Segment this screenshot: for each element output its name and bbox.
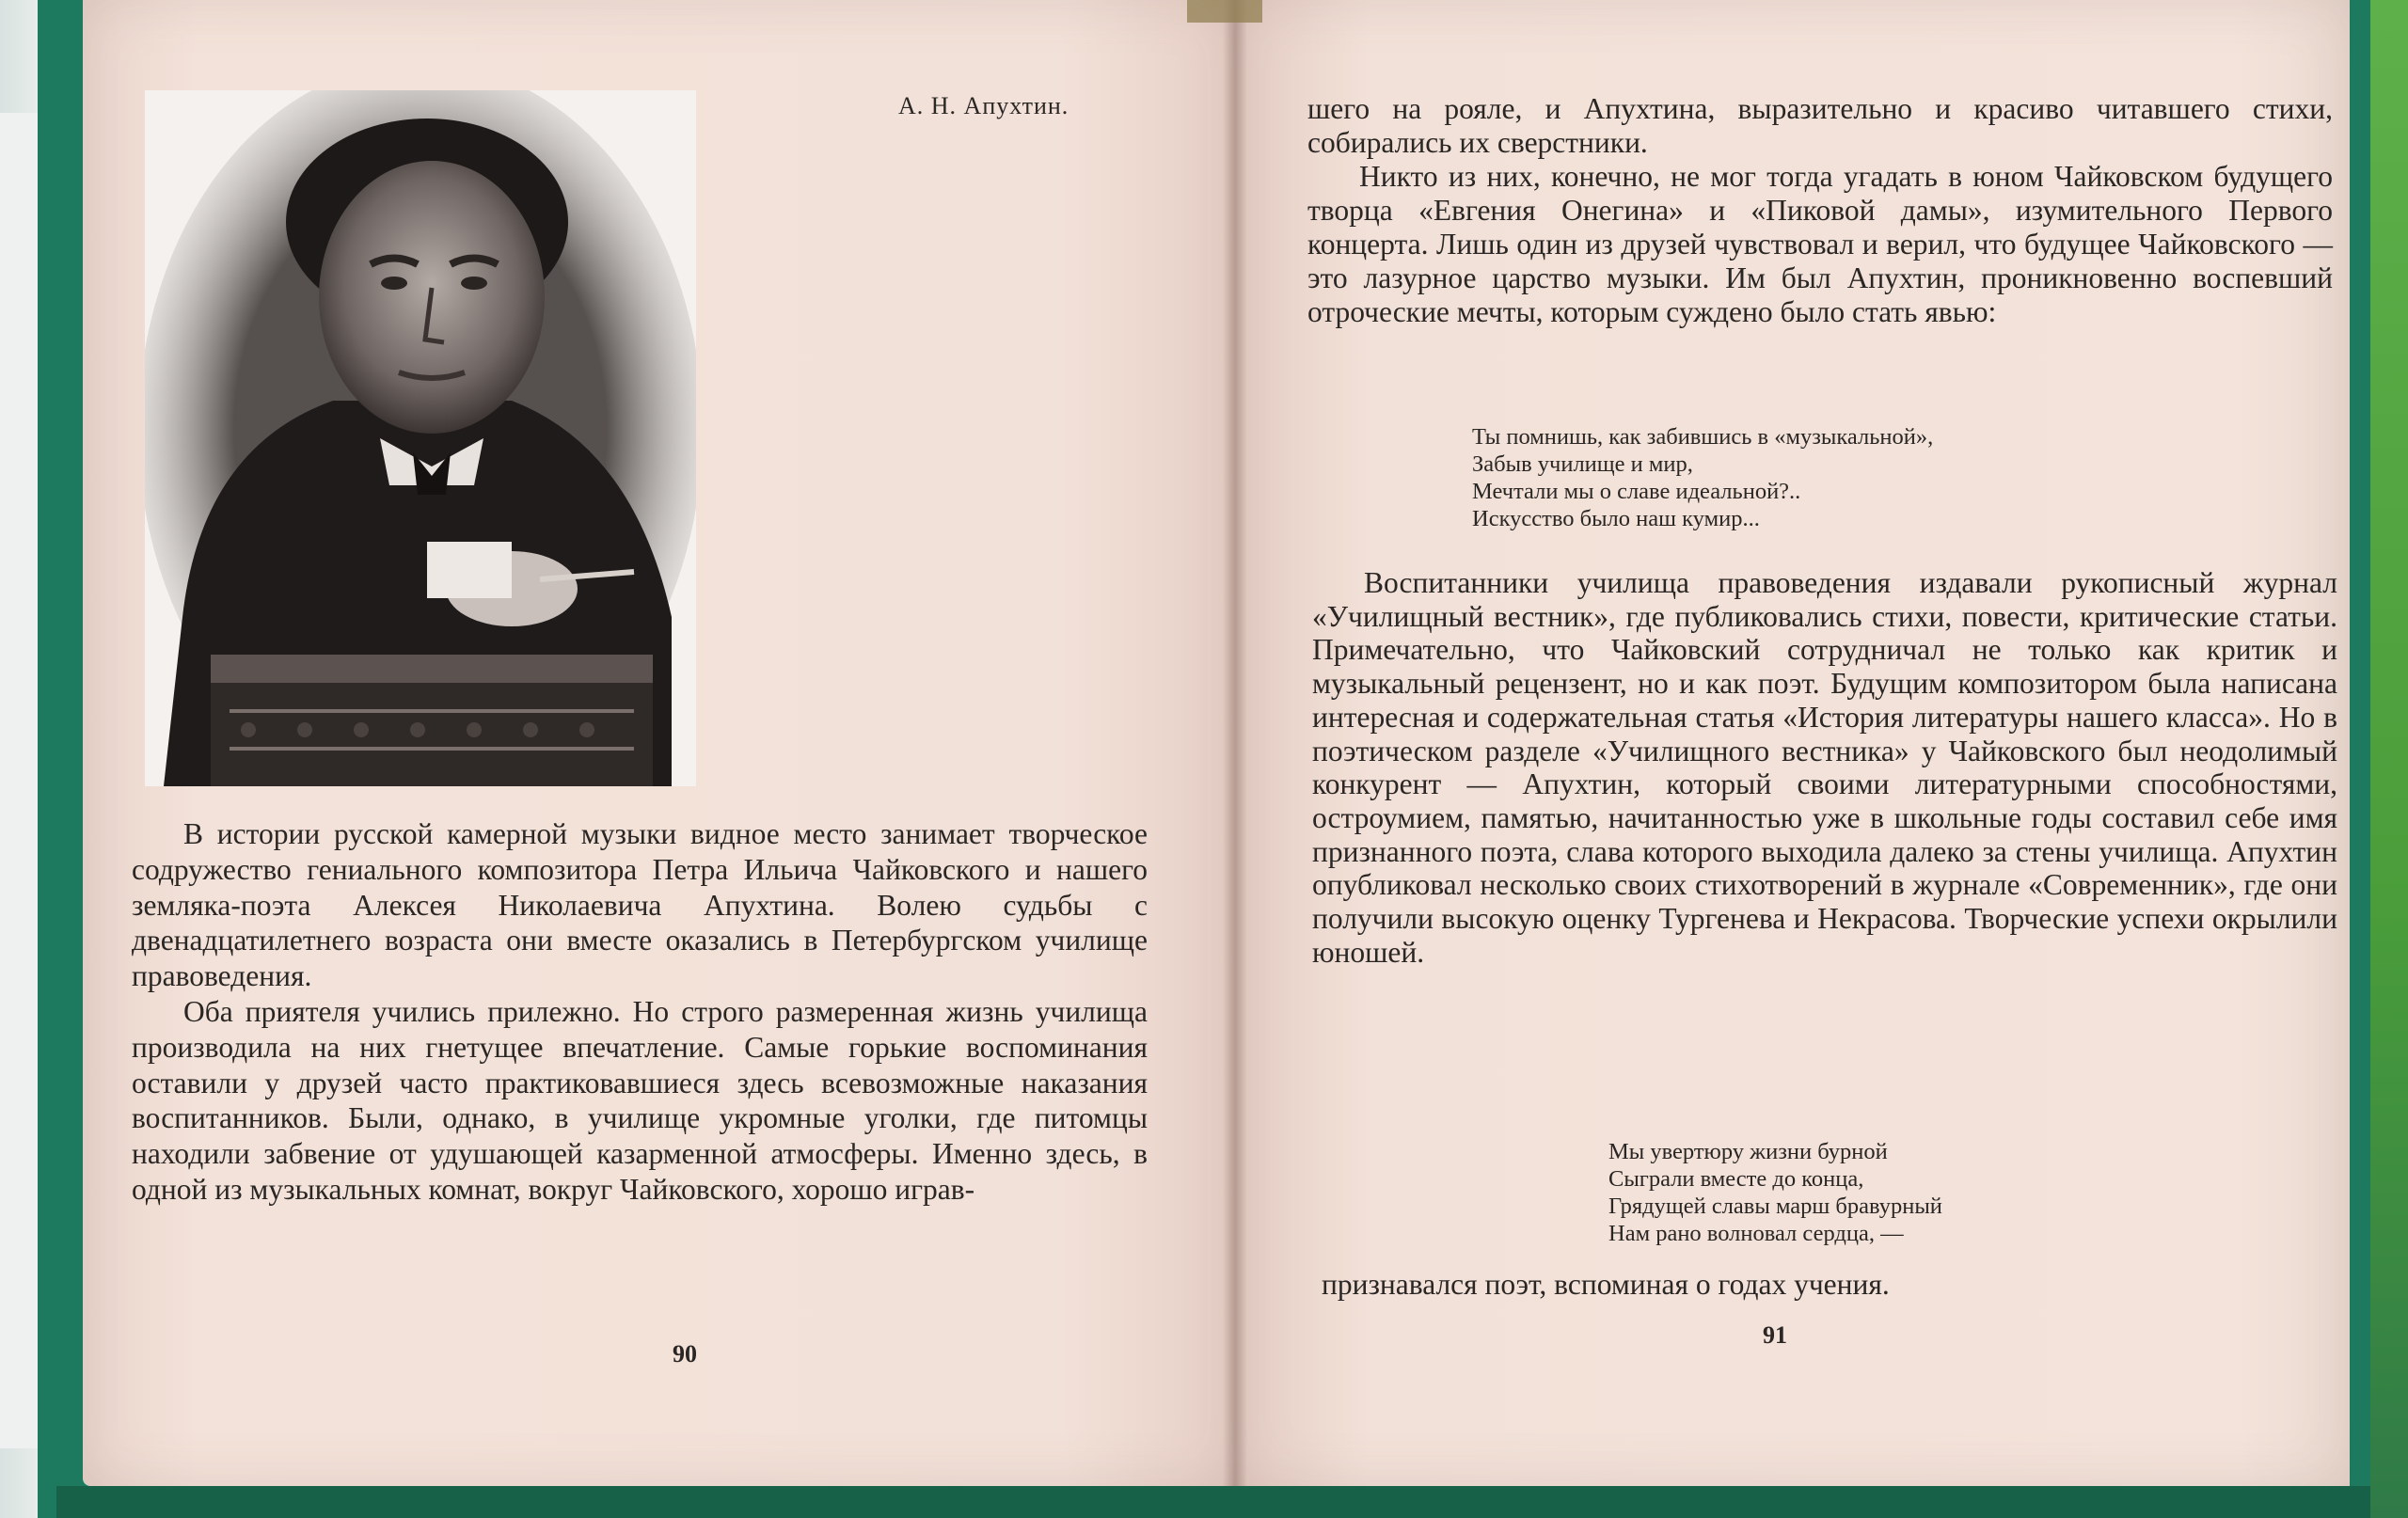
poem-line: Мы увертюру жизни бурной xyxy=(1608,1139,1888,1164)
poem-quote-1 xyxy=(1472,423,1933,532)
paragraph: шего на рояле, и Апухтина, выразительно и красиво читавшего стихи, собирались их сверстники. xyxy=(1307,92,2333,159)
poem-line: Ты помнишь, как забившись в «музыкальной», xyxy=(1472,424,1934,450)
poem-line: Грядущей славы марш бравурный xyxy=(1608,1194,1942,1219)
background-paper xyxy=(0,113,42,1448)
poem-line: Нам рано волновал сердца, — xyxy=(1608,1221,1904,1246)
binding-thread xyxy=(1187,0,1262,23)
right-page-text-middle xyxy=(1312,566,2337,969)
background-surface xyxy=(2370,0,2408,1518)
poem-line: Сыграли вместе до конца, xyxy=(1608,1166,1864,1192)
paragraph: Воспитанники училища правоведения издавали рукописный журнал «Училищный вестник», где публиковались стихи, повести, критические статьи. Примечательно, что Чайковский сотрудничал не только как критик и музыкальный рецензент, но и как поэт. Будущим композитором была написана интересная и содержательная статья «История литературы нашего класса». Но в поэтическом разделе «Училищного вестника» у Чайковского был неодолимый конкурент — Апухтин, который своими литературными способностями, остроумием, памятью, начитанностью уже в школьные годы составил себе имя признанного поэта, слава которого выходила далеко за стены училища. Апухтин опубликовал несколько своих стихотворений в журнале «Современник», где они получили высокую оценку Тургенева и Некрасова. Творческие успехи окрылили юношей. xyxy=(1312,566,2337,969)
portrait-caption: А. Н. Апухтин. xyxy=(898,92,1069,119)
poem-line: Искусство было наш кумир... xyxy=(1472,506,1760,531)
poem-quote-2 xyxy=(1608,1138,1942,1247)
portrait-photo xyxy=(145,90,696,786)
closing-line: признавался поэт, вспоминая о годах учения. xyxy=(1322,1268,1890,1301)
page-number-left: 90 xyxy=(673,1340,697,1368)
paragraph: Никто из них, конечно, не мог тогда угадать в юном Чайковском будущего творца «Евгения Онегина» и «Пиковой дамы», изумительного Первого концерта. Лишь один из друзей чувствовал и верил, что будущее Чайковского — это лазурное царство музыки. Им был Апухтин, проникновенно воспевший отроческие мечты, которым суждено было стать явью: xyxy=(1307,160,2333,328)
book-cover-edge xyxy=(56,1486,2370,1518)
poem-line: Мечтали мы о славе идеальной?.. xyxy=(1472,479,1801,504)
poem-line: Забыв училище и мир, xyxy=(1472,451,1693,477)
right-page-text-top xyxy=(1307,92,2333,329)
left-page-text xyxy=(132,816,1148,1208)
book-gutter xyxy=(1223,0,1247,1486)
paragraph: В истории русской камерной музыки видное место занимает творческое содружество гениального композитора Петра Ильича Чайковского и нашего земляка-поэта Алексея Николаевича Апухтина. Волею судьбы с двенадцатилетнего возраста они вместе оказались в Петербургском училище правоведения. xyxy=(132,817,1148,993)
page-number-right: 91 xyxy=(1763,1321,1787,1349)
paragraph: Оба приятеля учились прилежно. Но строго размеренная жизнь училища производила на них гнетущее впечатление. Самые горькие воспоминания оставили у друзей часто практиковавшиеся здесь всевозможные наказания воспитанников. Были, однако, в училище укромные уголки, где питомцы находили забвение от удушающей казарменной атмосферы. Именно здесь, в одной из музыкальных комнат, вокруг Чайковского, хорошо играв- xyxy=(132,994,1148,1206)
